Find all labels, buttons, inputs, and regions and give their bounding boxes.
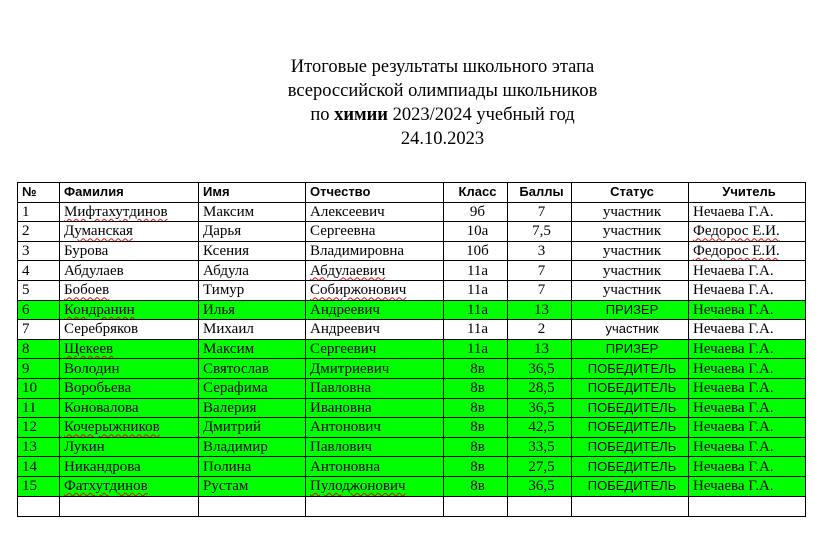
row-status-text: участник bbox=[602, 223, 662, 240]
row-teacher bbox=[689, 320, 806, 340]
row-patronymic bbox=[306, 339, 444, 359]
table-row bbox=[18, 398, 806, 418]
row-num bbox=[18, 398, 60, 418]
row-last-name-text: Лукин bbox=[64, 439, 105, 456]
row-num-text: 2 bbox=[22, 223, 30, 240]
empty-cell bbox=[572, 496, 689, 516]
row-status-text: ПОБЕДИТЕЛЬ bbox=[587, 419, 677, 435]
row-teacher-text: Нечаева Г.А. bbox=[693, 262, 774, 279]
row-num bbox=[18, 437, 60, 457]
row-status-text: ПРИЗЕР bbox=[605, 341, 659, 357]
row-score-text: 27,5 bbox=[528, 458, 555, 475]
row-last-name-text: Серебряков bbox=[64, 321, 139, 338]
table-row bbox=[18, 437, 806, 457]
row-grade bbox=[444, 300, 508, 320]
row-score-text: 2 bbox=[537, 321, 546, 338]
row-status bbox=[572, 418, 689, 438]
row-patronymic bbox=[306, 222, 444, 242]
row-status-text: участник bbox=[605, 321, 659, 337]
row-grade-text: 8в bbox=[470, 419, 485, 436]
row-grade bbox=[444, 222, 508, 242]
row-status bbox=[572, 280, 689, 300]
row-teacher bbox=[689, 359, 806, 379]
row-grade bbox=[444, 320, 508, 340]
results-table bbox=[17, 182, 806, 517]
row-first-name-text: Дмитрий bbox=[203, 419, 262, 436]
row-num-text: 7 bbox=[22, 321, 30, 338]
row-status bbox=[572, 202, 689, 222]
row-first-name-text: Серафима bbox=[203, 380, 268, 397]
table-row bbox=[18, 222, 806, 242]
row-score-text: 33,5 bbox=[528, 439, 555, 456]
row-teacher bbox=[689, 280, 806, 300]
row-num bbox=[18, 222, 60, 242]
row-grade bbox=[444, 398, 508, 418]
row-score bbox=[508, 339, 572, 359]
header-score: Баллы bbox=[508, 183, 572, 203]
empty-cell bbox=[508, 496, 572, 516]
row-first-name-text: Дарья bbox=[203, 223, 242, 240]
row-first-name-text: Святослав bbox=[203, 360, 269, 377]
row-num-text: 15 bbox=[22, 478, 37, 495]
row-last-name bbox=[60, 222, 199, 242]
row-num-text: 3 bbox=[22, 243, 30, 260]
row-patronymic-text: Абдулаевич bbox=[310, 262, 386, 279]
row-score bbox=[508, 418, 572, 438]
row-status-text: ПОБЕДИТЕЛЬ bbox=[587, 478, 677, 494]
row-last-name bbox=[60, 359, 199, 379]
row-grade bbox=[444, 339, 508, 359]
row-score-text: 3 bbox=[537, 243, 546, 260]
table-row bbox=[18, 378, 806, 398]
row-first-name-text: Владимир bbox=[203, 439, 268, 456]
row-teacher-text: Нечаева Г.А. bbox=[693, 478, 774, 495]
row-num-text: 1 bbox=[22, 203, 30, 220]
row-teacher-text: Нечаева Г.А. bbox=[693, 458, 774, 475]
row-first-name-text: Илья bbox=[203, 301, 236, 318]
row-num-text: 6 bbox=[22, 301, 30, 318]
table-row bbox=[18, 457, 806, 477]
row-score bbox=[508, 476, 572, 496]
row-score-text: 7 bbox=[537, 282, 546, 299]
row-grade bbox=[444, 241, 508, 261]
row-patronymic bbox=[306, 378, 444, 398]
row-grade-text: 11а bbox=[466, 282, 489, 299]
row-teacher-text: Нечаева Г.А. bbox=[693, 399, 774, 416]
row-teacher-text: Нечаева Г.А. bbox=[693, 301, 774, 318]
row-first-name bbox=[199, 437, 306, 457]
row-last-name bbox=[60, 476, 199, 496]
row-patronymic-text: Антонович bbox=[310, 419, 381, 436]
title-line-3-prefix: по bbox=[310, 105, 335, 125]
row-last-name-text: Щекеев bbox=[64, 341, 114, 358]
row-status-text: ПОБЕДИТЕЛЬ bbox=[587, 399, 677, 415]
row-last-name bbox=[60, 241, 199, 261]
table-row bbox=[18, 339, 806, 359]
row-num-text: 11 bbox=[22, 399, 37, 416]
row-num bbox=[18, 339, 60, 359]
row-grade bbox=[444, 418, 508, 438]
empty-cell bbox=[199, 496, 306, 516]
row-last-name-text: Абдулаев bbox=[64, 262, 124, 279]
row-last-name-text: Мифтахутдинов bbox=[64, 203, 168, 220]
row-grade-text: 8в bbox=[470, 380, 485, 397]
table-row bbox=[18, 320, 806, 340]
row-score-text: 13 bbox=[534, 301, 549, 318]
row-status bbox=[572, 222, 689, 242]
row-patronymic-text: Ивановна bbox=[310, 399, 372, 416]
row-grade bbox=[444, 437, 508, 457]
row-teacher-text: Нечаева Г.А. bbox=[693, 380, 774, 397]
row-num bbox=[18, 457, 60, 477]
row-first-name bbox=[199, 280, 306, 300]
row-grade-text: 8в bbox=[470, 399, 485, 416]
table-row bbox=[18, 241, 806, 261]
row-num bbox=[18, 280, 60, 300]
row-first-name bbox=[199, 320, 306, 340]
row-last-name-text: Кондранин bbox=[64, 301, 135, 318]
row-num-text: 4 bbox=[22, 262, 30, 279]
row-teacher bbox=[689, 457, 806, 477]
row-patronymic bbox=[306, 202, 444, 222]
row-grade-text: 11а bbox=[466, 341, 489, 358]
row-grade bbox=[444, 359, 508, 379]
row-num bbox=[18, 476, 60, 496]
row-first-name bbox=[199, 418, 306, 438]
row-patronymic bbox=[306, 457, 444, 477]
row-grade-text: 11а bbox=[466, 321, 489, 338]
row-num bbox=[18, 202, 60, 222]
row-first-name bbox=[199, 398, 306, 418]
row-teacher bbox=[689, 339, 806, 359]
row-patronymic-text: Андреевич bbox=[310, 301, 380, 318]
row-first-name-text: Валерия bbox=[203, 399, 257, 416]
row-teacher bbox=[689, 241, 806, 261]
row-last-name-text: Бобоев bbox=[64, 282, 110, 299]
row-score bbox=[508, 320, 572, 340]
row-status bbox=[572, 378, 689, 398]
row-grade-text: 9б bbox=[469, 203, 486, 220]
row-score-text: 7 bbox=[537, 262, 546, 279]
row-patronymic bbox=[306, 359, 444, 379]
table-row bbox=[18, 300, 806, 320]
row-status bbox=[572, 339, 689, 359]
header-last-name: Фамилия bbox=[60, 183, 199, 203]
row-first-name-text: Полина bbox=[203, 458, 252, 475]
row-num-text: 14 bbox=[22, 458, 37, 475]
table-row-empty bbox=[18, 496, 806, 516]
row-last-name-text: Воробьева bbox=[64, 380, 132, 397]
row-first-name bbox=[199, 222, 306, 242]
row-teacher-text: Федорос Е.И. bbox=[693, 223, 780, 240]
row-first-name bbox=[199, 241, 306, 261]
row-last-name bbox=[60, 202, 199, 222]
table-header-row bbox=[18, 183, 806, 203]
row-num bbox=[18, 359, 60, 379]
row-last-name-text: Володин bbox=[64, 360, 120, 377]
row-first-name-text: Рустам bbox=[203, 478, 249, 495]
row-first-name-text: Тимур bbox=[203, 282, 245, 299]
row-num bbox=[18, 300, 60, 320]
row-patronymic bbox=[306, 398, 444, 418]
title-subject: химии bbox=[334, 105, 388, 125]
row-num-text: 8 bbox=[22, 341, 30, 358]
row-teacher bbox=[689, 437, 806, 457]
row-last-name bbox=[60, 261, 199, 281]
row-status-text: ПОБЕДИТЕЛЬ bbox=[587, 360, 677, 376]
row-teacher-text: Федорос Е.И. bbox=[693, 243, 780, 260]
empty-cell bbox=[306, 496, 444, 516]
row-teacher bbox=[689, 418, 806, 438]
row-teacher-text: Нечаева Г.А. bbox=[693, 360, 774, 377]
row-patronymic-text: Сергеевна bbox=[310, 223, 376, 240]
table-row bbox=[18, 261, 806, 281]
row-score bbox=[508, 437, 572, 457]
row-grade-text: 8в bbox=[470, 360, 485, 377]
row-teacher-text: Нечаева Г.А. bbox=[693, 439, 774, 456]
row-last-name-text: Кочерыжников bbox=[64, 419, 160, 436]
header-grade: Класс bbox=[444, 183, 508, 203]
row-patronymic-text: Павловна bbox=[310, 380, 372, 397]
empty-cell bbox=[18, 496, 60, 516]
row-grade-text: 11а bbox=[466, 301, 489, 318]
row-num-text: 9 bbox=[22, 360, 30, 377]
row-score-text: 36,5 bbox=[528, 478, 555, 495]
row-num-text: 13 bbox=[22, 439, 37, 456]
row-num-text: 5 bbox=[22, 282, 30, 299]
table-row bbox=[18, 280, 806, 300]
header-teacher: Учитель bbox=[689, 183, 806, 203]
row-first-name-text: Максим bbox=[203, 203, 255, 220]
row-status bbox=[572, 398, 689, 418]
empty-cell bbox=[60, 496, 199, 516]
row-patronymic bbox=[306, 261, 444, 281]
row-status-text: участник bbox=[602, 262, 662, 279]
row-last-name bbox=[60, 378, 199, 398]
row-teacher-text: Нечаева Г.А. bbox=[693, 321, 774, 338]
row-patronymic bbox=[306, 280, 444, 300]
row-teacher-text: Нечаева Г.А. bbox=[693, 341, 774, 358]
row-first-name bbox=[199, 202, 306, 222]
row-num bbox=[18, 261, 60, 281]
row-score-text: 36,5 bbox=[528, 399, 555, 416]
row-patronymic-text: Алексеевич bbox=[310, 203, 385, 220]
row-last-name bbox=[60, 398, 199, 418]
row-grade-text: 8в bbox=[470, 439, 485, 456]
row-status-text: участник bbox=[602, 243, 662, 260]
row-first-name-text: Абдула bbox=[203, 262, 249, 279]
row-status-text: ПРИЗЕР bbox=[605, 301, 659, 317]
row-last-name-text: Фатхутдинов bbox=[64, 478, 148, 495]
row-score-text: 28,5 bbox=[528, 380, 555, 397]
empty-cell bbox=[444, 496, 508, 516]
row-score-text: 42,5 bbox=[528, 419, 555, 436]
row-num bbox=[18, 418, 60, 438]
row-last-name bbox=[60, 320, 199, 340]
row-num bbox=[18, 241, 60, 261]
row-score-text: 7 bbox=[537, 203, 546, 220]
row-patronymic-text: Пулоджонович bbox=[310, 478, 406, 495]
table-row bbox=[18, 359, 806, 379]
row-teacher bbox=[689, 378, 806, 398]
row-patronymic-text: Собиржонович bbox=[310, 282, 407, 299]
row-last-name-text: Бурова bbox=[64, 243, 109, 260]
row-grade bbox=[444, 261, 508, 281]
row-num-text: 10 bbox=[22, 380, 37, 397]
header-num: № bbox=[18, 183, 60, 203]
row-first-name bbox=[199, 359, 306, 379]
row-last-name bbox=[60, 418, 199, 438]
row-grade bbox=[444, 280, 508, 300]
row-grade bbox=[444, 476, 508, 496]
row-score bbox=[508, 359, 572, 379]
table-row bbox=[18, 418, 806, 438]
row-grade-text: 10а bbox=[466, 223, 489, 240]
row-teacher bbox=[689, 476, 806, 496]
empty-cell bbox=[689, 496, 806, 516]
document-title bbox=[240, 55, 645, 151]
row-status-text: участник bbox=[602, 282, 662, 299]
row-patronymic-text: Андреевич bbox=[310, 321, 380, 338]
row-score bbox=[508, 261, 572, 281]
row-num bbox=[18, 320, 60, 340]
row-score bbox=[508, 398, 572, 418]
row-patronymic bbox=[306, 320, 444, 340]
row-score bbox=[508, 300, 572, 320]
row-score bbox=[508, 202, 572, 222]
row-patronymic bbox=[306, 437, 444, 457]
row-score bbox=[508, 222, 572, 242]
row-status-text: ПОБЕДИТЕЛЬ bbox=[587, 458, 677, 474]
row-first-name bbox=[199, 457, 306, 477]
title-line-2: всероссийской олимпиады школьников bbox=[287, 81, 598, 101]
row-status bbox=[572, 261, 689, 281]
row-first-name bbox=[199, 476, 306, 496]
row-score bbox=[508, 457, 572, 477]
row-score-text: 7,5 bbox=[532, 223, 551, 240]
row-last-name bbox=[60, 339, 199, 359]
row-last-name bbox=[60, 437, 199, 457]
row-first-name bbox=[199, 378, 306, 398]
header-patronymic: Отчество bbox=[306, 183, 444, 203]
row-first-name bbox=[199, 261, 306, 281]
row-first-name-text: Максим bbox=[203, 341, 255, 358]
row-grade-text: 8в bbox=[470, 478, 485, 495]
header-first-name: Имя bbox=[199, 183, 306, 203]
row-score bbox=[508, 378, 572, 398]
row-grade-text: 8в bbox=[470, 458, 485, 475]
title-line-3-suffix: 2023/2024 учебный год bbox=[387, 105, 575, 125]
row-grade bbox=[444, 378, 508, 398]
row-status bbox=[572, 241, 689, 261]
header-status: Статус bbox=[572, 183, 689, 203]
table-row bbox=[18, 202, 806, 222]
row-teacher bbox=[689, 202, 806, 222]
row-teacher-text: Нечаева Г.А. bbox=[693, 419, 774, 436]
row-last-name-text: Никандрова bbox=[64, 458, 141, 475]
row-status bbox=[572, 300, 689, 320]
row-grade bbox=[444, 202, 508, 222]
title-date: 24.10.2023 bbox=[400, 129, 485, 149]
row-patronymic bbox=[306, 300, 444, 320]
row-first-name bbox=[199, 300, 306, 320]
row-patronymic-text: Сергеевич bbox=[310, 341, 377, 358]
row-patronymic bbox=[306, 241, 444, 261]
row-patronymic-text: Антоновна bbox=[310, 458, 381, 475]
row-last-name bbox=[60, 300, 199, 320]
row-status bbox=[572, 457, 689, 477]
row-teacher bbox=[689, 222, 806, 242]
row-first-name bbox=[199, 339, 306, 359]
row-patronymic bbox=[306, 418, 444, 438]
row-grade-text: 11а bbox=[466, 262, 489, 279]
row-first-name-text: Михаил bbox=[203, 321, 254, 338]
row-teacher-text: Нечаева Г.А. bbox=[693, 203, 774, 220]
row-teacher bbox=[689, 300, 806, 320]
row-status-text: ПОБЕДИТЕЛЬ bbox=[587, 439, 677, 455]
table-body bbox=[18, 202, 806, 516]
row-first-name-text: Ксения bbox=[203, 243, 250, 260]
row-teacher bbox=[689, 398, 806, 418]
row-status-text: ПОБЕДИТЕЛЬ bbox=[587, 380, 677, 396]
row-status bbox=[572, 437, 689, 457]
row-status bbox=[572, 476, 689, 496]
title-line-1: Итоговые результаты школьного этапа bbox=[290, 57, 595, 77]
row-patronymic-text: Павлович bbox=[310, 439, 373, 456]
row-patronymic-text: Владимировна bbox=[310, 243, 405, 260]
row-patronymic-text: Дмитриевич bbox=[310, 360, 390, 377]
row-status-text: участник bbox=[602, 203, 662, 220]
row-patronymic bbox=[306, 476, 444, 496]
row-score-text: 36,5 bbox=[528, 360, 555, 377]
row-teacher-text: Нечаева Г.А. bbox=[693, 282, 774, 299]
row-last-name-text: Думанская bbox=[64, 223, 133, 240]
row-status bbox=[572, 359, 689, 379]
table-row bbox=[18, 476, 806, 496]
row-teacher bbox=[689, 261, 806, 281]
row-status bbox=[572, 320, 689, 340]
row-last-name-text: Коновалова bbox=[64, 399, 139, 416]
row-score bbox=[508, 241, 572, 261]
row-grade bbox=[444, 457, 508, 477]
row-last-name bbox=[60, 457, 199, 477]
row-num-text: 12 bbox=[22, 419, 37, 436]
row-last-name bbox=[60, 280, 199, 300]
row-score bbox=[508, 280, 572, 300]
row-num bbox=[18, 378, 60, 398]
row-score-text: 13 bbox=[534, 341, 549, 358]
title-line-3 bbox=[240, 103, 645, 127]
row-grade-text: 10б bbox=[466, 243, 489, 260]
